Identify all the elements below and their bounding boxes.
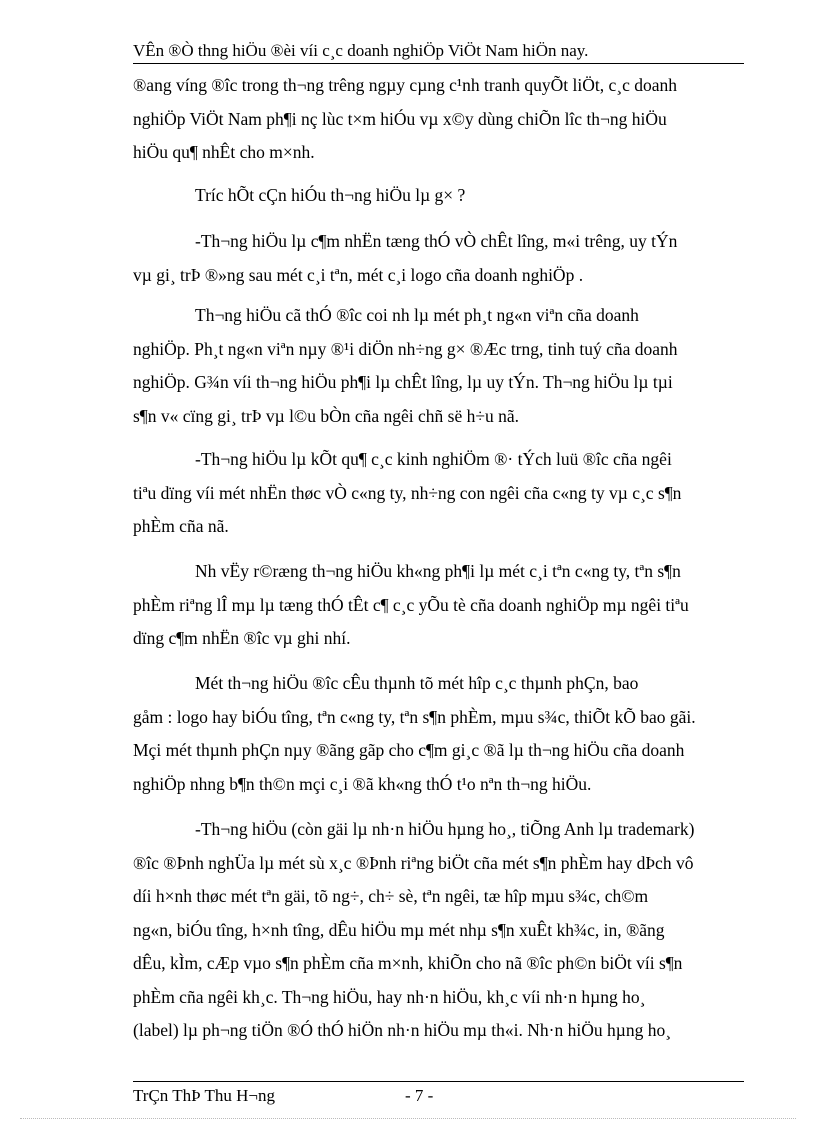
text-line: Tríc hÕt cÇn hiÓu th¬ng hiÖu lµ g× ?: [195, 185, 466, 205]
footer-author: TrÇn ThÞ Thu H¬ng: [133, 1086, 276, 1105]
text-line: nghiÖp ViÖt Nam ph¶i nç lùc t×m hiÓu vµ x©y dùng chiÕn lîc th¬ng hiÖu: [133, 108, 667, 129]
text-line: -Th¬ng hiÖu (còn gäi lµ nh·n hiÖu hµng ho¸, tiÕng Anh lµ trademark): [195, 819, 695, 839]
text-line: Mçi mét thµnh phÇn nµy ®ãng gãp cho c¶m gi¸c ®ã lµ th¬ng hiÖu cña doanh: [133, 740, 685, 760]
text-line: Nh vËy r©ræng th¬ng hiÖu kh«ng ph¶i lµ mét c¸i tªn c«ng ty, tªn s¶n: [195, 561, 681, 581]
text-line: Th¬ng hiÖu cã thÓ ®îc coi nh lµ mét ph¸t ng«n viªn cña doanh: [195, 305, 639, 325]
text-line: phÈm riªng lÎ mµ lµ tæng thÓ tÊt c¶ c¸c yÕu tè cña doanh nghiÖp mµ ngêi tiªu: [133, 594, 689, 615]
text-line: tiªu dïng víi mét nhËn thøc vÒ c«ng ty, nh÷ng con ngêi cña c«ng ty vµ c¸c s¶n: [133, 482, 682, 503]
running-header: VÊn ®Ò thng hiÖu ®èi víi c¸c doanh nghiÖp ViÖt Nam hiÖn nay.: [133, 41, 589, 60]
text-line: díi h×nh thøc mét tªn gäi, tõ ng÷, ch÷ sè, tªn ngêi, tæ hîp mµu s¾c, ch©m: [133, 886, 649, 906]
text-line: ®ang víng ®îc trong th¬ng trêng ngµy cµng c¹nh tranh quyÕt liÖt, c¸c doanh: [133, 75, 677, 95]
text-line: gåm : logo hay biÓu tîng, tªn c«ng ty, tªn s¶n phÈm, mµu s¾c, thiÕt kÕ bao gãi.: [133, 706, 696, 727]
text-line: vµ gi¸ trÞ ®»ng sau mét c¸i tªn, mét c¸i logo cña doanh nghiÖp .: [133, 264, 584, 285]
text-line: hiÖu qu¶ nhÊt cho m×nh.: [133, 142, 315, 162]
page-number: - 7 -: [405, 1086, 434, 1105]
text-line: nghiÖp. G¾n víi th¬ng hiÖu ph¶i lµ chÊt lîng, lµ uy tÝn. Th¬ng hiÖu lµ tµi: [133, 372, 673, 392]
text-line: ng«n, biÓu tîng, h×nh tîng, dÊu hiÖu mµ mét nhµ s¶n xuÊt kh¾c, in, ®ãng: [133, 919, 665, 940]
text-line: nghiÖp. Ph¸t ng«n viªn nµy ®¹i diÖn nh÷ng g× ®Æc trng, tinh tuý cña doanh: [133, 338, 678, 359]
footer-divider: [133, 1081, 744, 1082]
paragraph-8: [133, 813, 744, 1048]
text-line: s¶n v« cïng gi¸ trÞ vµ l©u bÒn cña ngêi chñ së h÷u nã.: [133, 405, 519, 426]
text-line: (label) lµ ph¬ng tiÖn ®Ó thÓ hiÖn nh·n hiÖu mµ th«i. Nh·n hiÖu hµng ho¸: [133, 1020, 672, 1040]
paragraph-7: [133, 667, 744, 801]
text-line: nghiÖp nhng b¶n th©n mçi c¸i ®ã kh«ng thÓ t¹o nªn th¬ng hiÖu.: [133, 773, 592, 794]
paragraph-5: [133, 443, 744, 544]
text-line: -Th¬ng hiÖu lµ c¶m nhËn tæng thÓ vÒ chÊt lîng, m«i trêng, uy tÝn: [195, 231, 678, 251]
text-line: phÈm cña ngêi kh¸c. Th¬ng hiÖu, hay nh·n hiÖu, kh¸c víi nh·n hµng ho¸: [133, 986, 646, 1007]
paragraph-4: [133, 299, 744, 433]
page-bottom-border: [20, 1118, 796, 1119]
text-line: phÈm cña nã.: [133, 516, 229, 536]
text-line: Mét th¬ng hiÖu ®îc cÊu thµnh tõ mét hîp c¸c thµnh phÇn, bao: [195, 673, 639, 693]
paragraph-1: [133, 69, 744, 170]
paragraph-2: [133, 179, 744, 213]
text-line: ®îc ®Þnh nghÜa lµ mét sù x¸c ®Þnh riªng biÖt cña mét s¶n phÈm hay dÞch vô: [133, 852, 694, 873]
text-line: dÊu, kÌm, cÆp vµo s¶n phÈm cña m×nh, khiÕn cho nã ®îc ph©n biÖt víi s¶n: [133, 953, 683, 973]
text-line: -Th¬ng hiÖu lµ kÕt qu¶ c¸c kinh nghiÖm ®· tÝch luü ®îc cña ngêi: [195, 449, 672, 469]
paragraph-3: [133, 225, 744, 292]
header-divider: [133, 63, 744, 64]
paragraph-6: [133, 555, 744, 656]
text-line: dïng c¶m nhËn ®îc vµ ghi nhí.: [133, 628, 351, 648]
